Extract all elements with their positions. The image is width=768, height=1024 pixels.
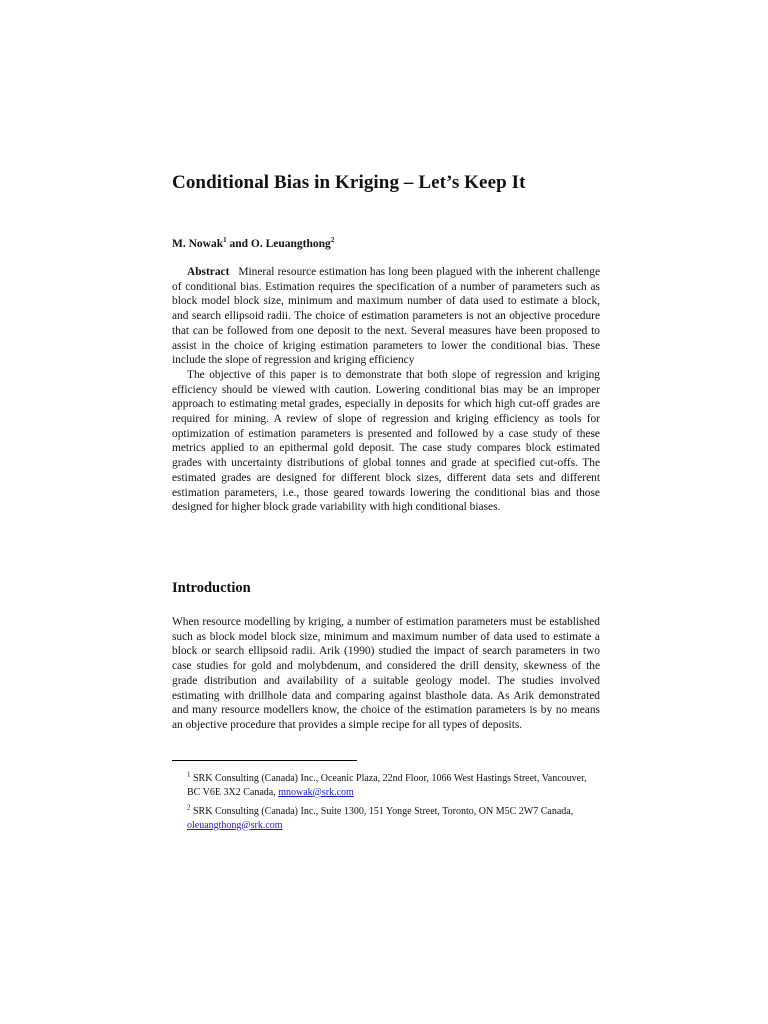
introduction-heading: Introduction [172,580,251,596]
email-link-nowak[interactable]: mnowak@srk.com [278,786,354,798]
abstract-label: Abstract [187,266,230,278]
footnote-mark-2: 2 [330,236,335,245]
abstract-paragraph-2: The objective of this paper is to demonstrate that both slope of regression and kriging efficiency should be viewed with caution. Lowering conditional bias may be an improper approach to estimating metal grades, especially in deposits for which high cut-off grades are required for mining. A review of slope of regression and kriging efficiency as tools for optimization of estimation parameters is presented and followed by a case study of these metrics applied to an epithermal gold deposit. The case study compares block estimated grades with uncertainty distributions of global tonnes and grade at specified cut-offs. The estimated grades are designed for different block sizes, different data sets and different estimation parameters, i.e., those geared towards lowering the conditional bias and those designed for higher block grade variability with high conditional biases. [172,368,600,514]
footnote-mark-1: 1 [223,236,227,245]
footnote-divider [172,760,357,761]
footnote-1 [187,772,600,799]
abstract-paragraph-1 [172,265,600,368]
footnote-2-text: SRK Consulting (Canada) Inc., Suite 1300, 151 Yonge Street, Toronto, ON M5C 2W7 Canada, [193,806,574,817]
paper-title: Conditional Bias in Kriging – Let’s Keep It [172,172,526,193]
footnote-1-text: SRK Consulting (Canada) Inc., Oceanic Plaza, 22nd Floor, 1066 West Hastings Street, Vancouver, BC V6E 3X2 Canada, [187,773,587,798]
author-line [172,238,334,250]
introduction-paragraph: When resource modelling by kriging, a number of estimation parameters must be established such as block model block size, minimum and maximum number of data used to estimate a block or search ellipsoid radii. Arik (1990) studied the impact of search parameters in two case studies for gold and molybdenum, and considered the drill density, skewness of the grade distribution and availability of a suitable geology model. The studies involved estimating with drillhole data and comparing against blasthole data. As Arik demonstrated and many resource modellers know, the choice of the estimation parameters is by no means an objective procedure that provides a simple recipe for all types of deposits. [172,616,600,731]
author-leuangthong: O. Leuangthong [250,238,331,250]
abstract-section [172,265,600,515]
email-link-leuangthong[interactable]: oleuangthong@srk.com [187,819,283,831]
author-conjunction: and [226,238,251,250]
footnote-2 [187,805,600,832]
paper-page [172,0,600,1024]
abstract-text-1: Mineral resource estimation has long been plagued with the inherent challenge of conditional bias. Estimation requires the specification of a number of parameters such as block model block size, minimum and maximum number of data used to estimate a block, and search ellipsoid radii. The choice of estimation parameters is not an objective procedure that can be followed from one deposit to the next. Several measures have been proposed to assist in the choice of kriging estimation parameters to lower the conditional bias. These include the slope of regression and kriging efficiency [172,266,600,367]
footnote-1-mark: 1 [187,770,191,779]
author-nowak: M. Nowak [172,238,224,250]
footnote-2-mark: 2 [187,803,191,812]
